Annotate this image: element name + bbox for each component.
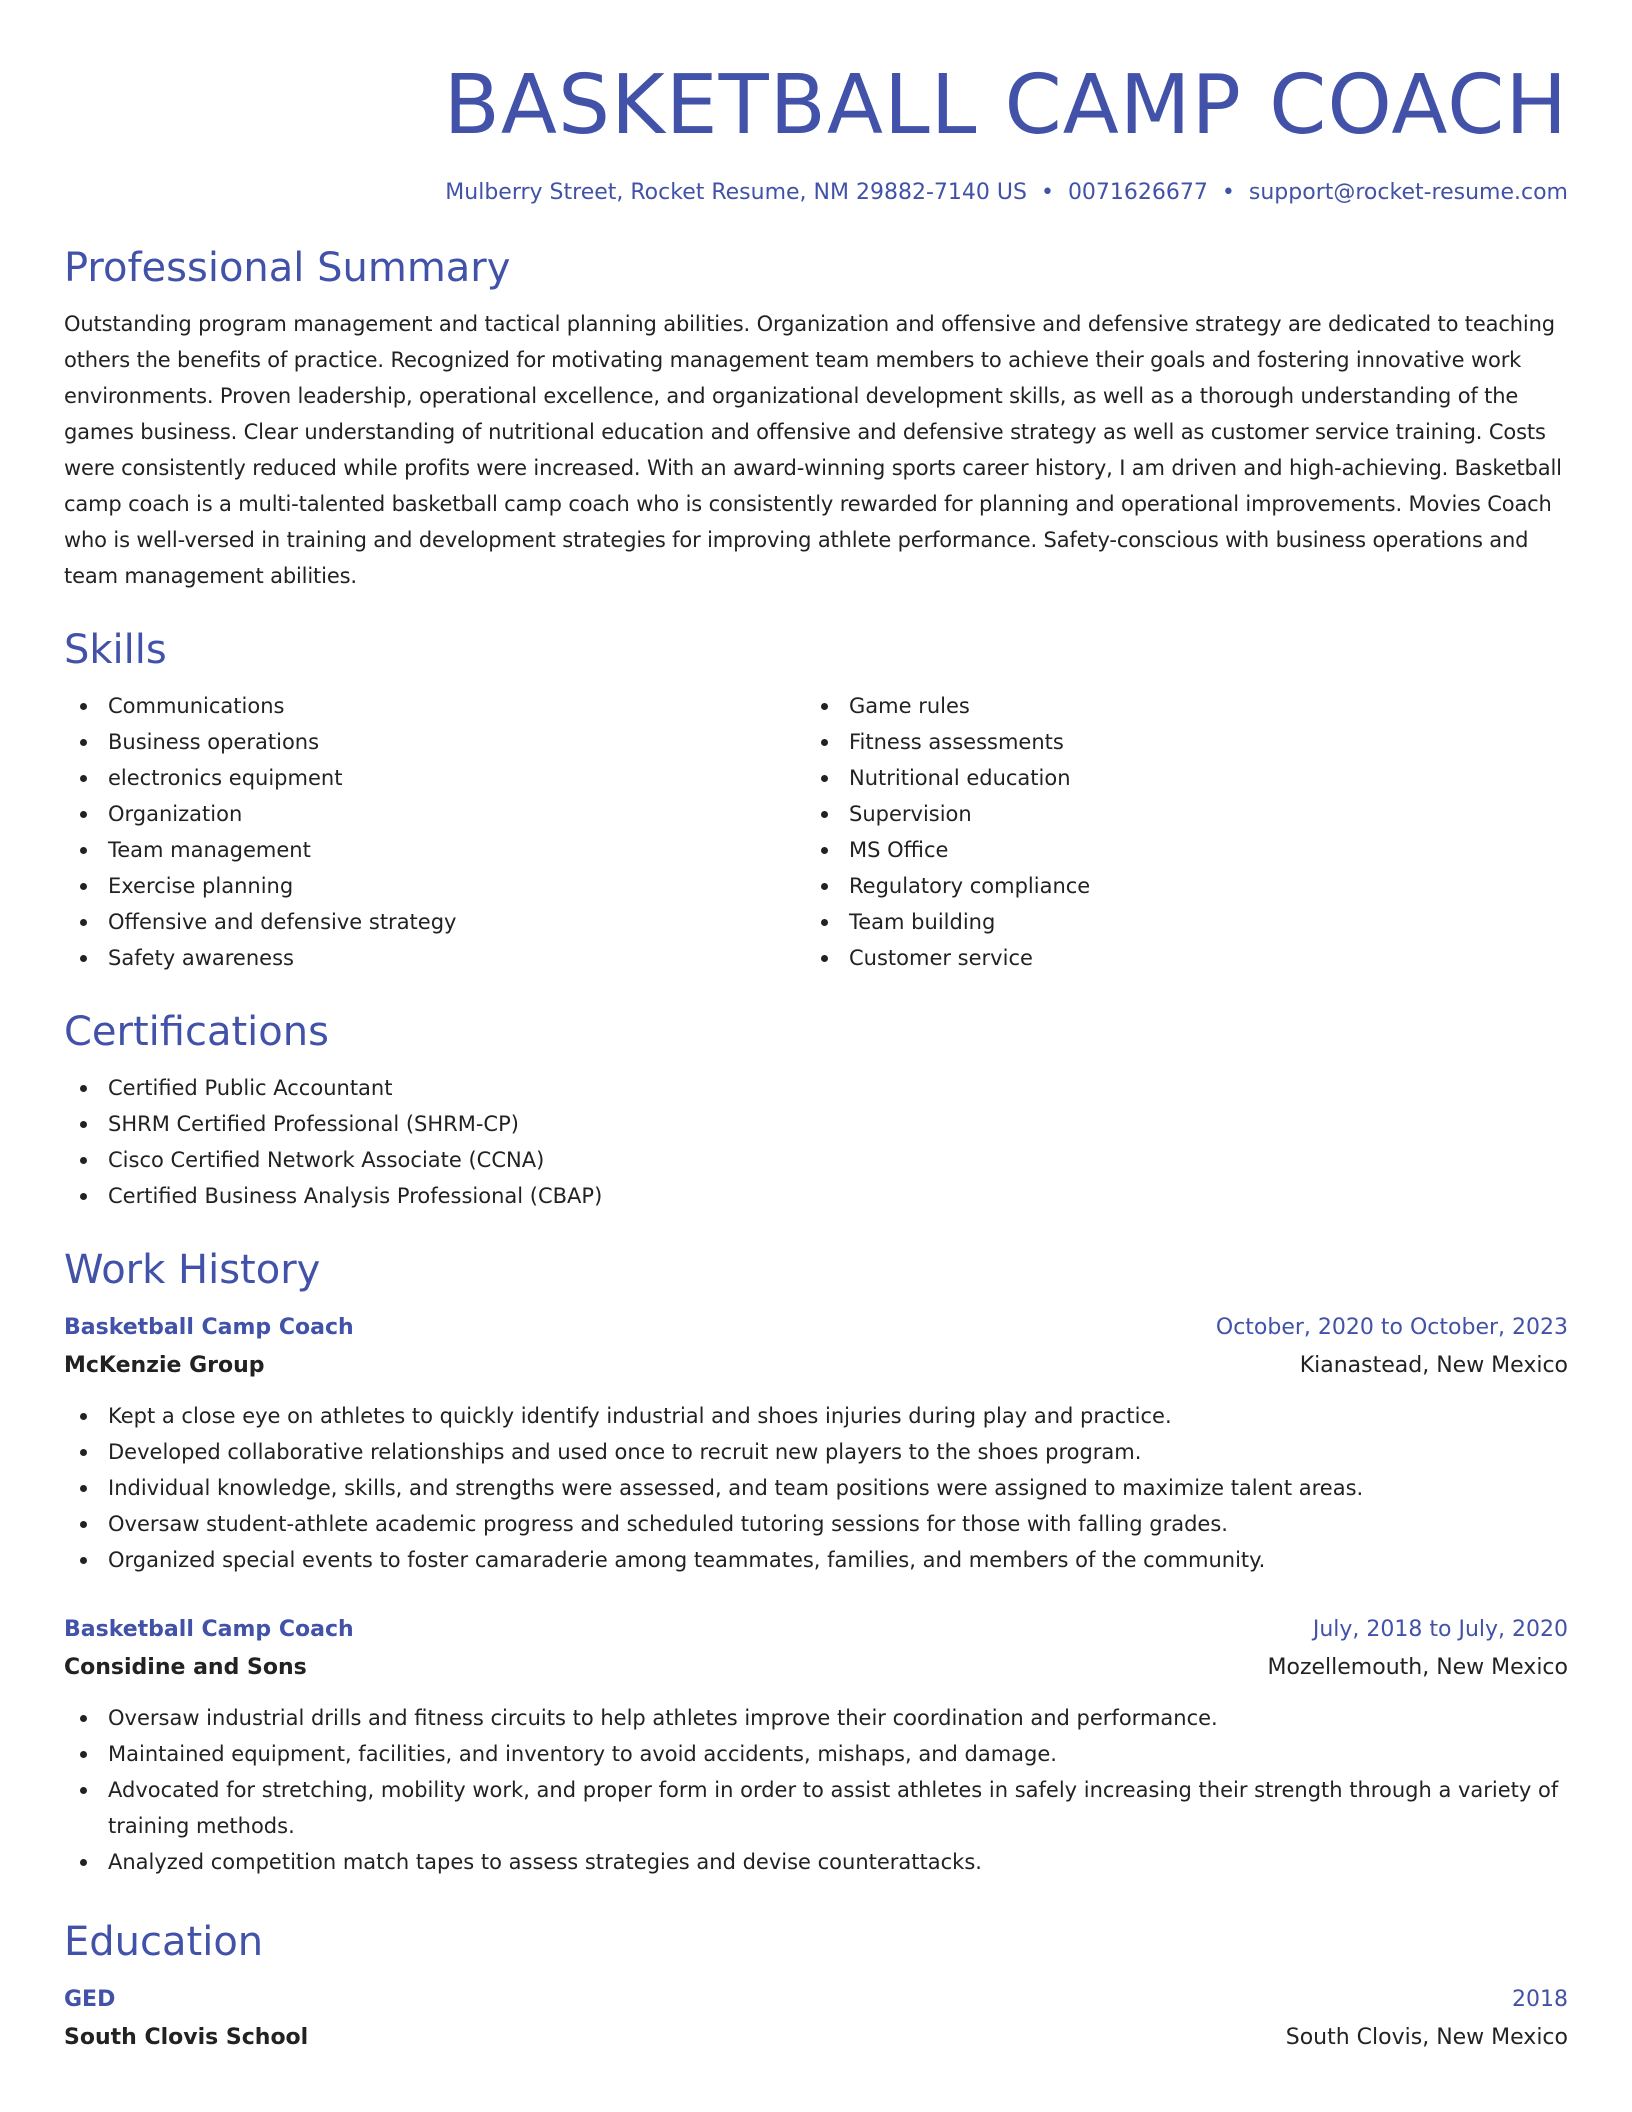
job-duty-item: Analyzed competition match tapes to assess strategies and devise counterattacks. xyxy=(64,1844,1568,1880)
education-degree: GED xyxy=(64,1987,116,2012)
education-entry xyxy=(64,1982,1568,2058)
skill-item: Game rules xyxy=(805,688,1546,724)
certification-item: Certified Public Accountant xyxy=(64,1070,1568,1106)
job-location: Mozellemouth, New Mexico xyxy=(1267,1655,1568,1680)
skill-item: Nutritional education xyxy=(805,760,1546,796)
skill-item: Exercise planning xyxy=(64,868,805,904)
job-location: Kianastead, New Mexico xyxy=(1299,1353,1568,1378)
skill-item: Regulatory compliance xyxy=(805,868,1546,904)
job-duty-item: Individual knowledge, skills, and strengths were assessed, and team positions were assigned to maximize talent areas. xyxy=(64,1470,1568,1506)
professional-summary-section xyxy=(64,242,1568,594)
education-year: 2018 xyxy=(1512,1987,1568,2012)
skill-item: Team building xyxy=(805,904,1546,940)
skills-grid xyxy=(64,688,1568,976)
job-employer-row xyxy=(64,1648,1568,1688)
education-location: South Clovis, New Mexico xyxy=(1285,2025,1568,2050)
job-dates: October, 2020 to October, 2023 xyxy=(1215,1315,1568,1340)
contact-line xyxy=(64,178,1568,208)
education-degree-row xyxy=(64,1982,1568,2018)
skills-section xyxy=(64,624,1568,976)
skill-item: Supervision xyxy=(805,796,1546,832)
job-duty-item: Kept a close eye on athletes to quickly identify industrial and shoes injuries during play and practice. xyxy=(64,1398,1568,1434)
skill-item: Fitness assessments xyxy=(805,724,1546,760)
section-title-education: Education xyxy=(64,1919,264,1965)
section-title-work-history: Work History xyxy=(64,1247,321,1293)
job-title-row xyxy=(64,1310,1568,1346)
skills-column-left xyxy=(64,688,805,976)
skill-item: electronics equipment xyxy=(64,760,805,796)
skill-item: Business operations xyxy=(64,724,805,760)
skills-column-right xyxy=(805,688,1546,976)
section-title-summary: Professional Summary xyxy=(64,245,511,291)
job-duty-item: Oversaw student-athlete academic progress and scheduled tutoring sessions for those with falling grades. xyxy=(64,1506,1568,1542)
section-title-skills: Skills xyxy=(64,627,167,673)
education-school: South Clovis School xyxy=(64,2025,309,2050)
skill-item: MS Office xyxy=(805,832,1546,868)
contact-phone: 0071626677 xyxy=(1067,180,1208,205)
resume-header xyxy=(64,56,1568,208)
education-school-row xyxy=(64,2018,1568,2058)
certification-item: Cisco Certified Network Associate (CCNA) xyxy=(64,1142,1568,1178)
job-duty-item: Oversaw industrial drills and fitness circuits to help athletes improve their coordination and performance. xyxy=(64,1700,1568,1736)
job-employer-row xyxy=(64,1346,1568,1386)
section-title-certifications: Certifications xyxy=(64,1009,329,1055)
job-duty-item: Organized special events to foster camaraderie among teammates, families, and members of the community. xyxy=(64,1542,1568,1578)
skill-item: Organization xyxy=(64,796,805,832)
summary-text: Outstanding program management and tactical planning abilities. Organization and offensive and defensive strategy are dedicated to teaching others the benefits of practice. Recognized for motivating management team members to achieve their goals and fostering innovative work environments. Proven leadership, operational excellence, and organizational development skills, as well as a thorough understanding of the games business. Clear understanding of nutritional education and offensive and defensive strategy as well as customer service training. Costs were consistently reduced while profits were increased. With an award-winning sports career history, I am driven and high-achieving. Basketball camp coach is a multi-talented basketball camp coach who is consistently rewarded for planning and operational improvements. Movies Coach who is well-versed in training and development strategies for improving athlete performance. Safety-conscious with business operations and team management abilities. xyxy=(64,312,1562,588)
job-entry xyxy=(64,1310,1568,1578)
job-title: Basketball Camp Coach xyxy=(64,1315,354,1340)
education-section xyxy=(64,1916,1568,2058)
contact-separator: • xyxy=(1040,180,1054,205)
skill-item: Communications xyxy=(64,688,805,724)
job-employer: Considine and Sons xyxy=(64,1655,307,1680)
certification-item: Certified Business Analysis Professional (CBAP) xyxy=(64,1178,1568,1214)
job-duty-item: Developed collaborative relationships and used once to recruit new players to the shoes program. xyxy=(64,1434,1568,1470)
job-duty-item: Advocated for stretching, mobility work, and proper form in order to assist athletes in safely increasing their strength through a variety of training methods. xyxy=(64,1772,1568,1844)
job-duties-list xyxy=(64,1700,1568,1880)
job-title-row xyxy=(64,1612,1568,1648)
skill-item: Customer service xyxy=(805,940,1546,976)
contact-email: support@rocket-resume.com xyxy=(1248,180,1568,205)
job-employer: McKenzie Group xyxy=(64,1353,265,1378)
certifications-list xyxy=(64,1070,1568,1214)
contact-address: Mulberry Street, Rocket Resume, NM 29882-7140 US xyxy=(445,180,1027,205)
job-duty-item: Maintained equipment, facilities, and inventory to avoid accidents, mishaps, and damage. xyxy=(64,1736,1568,1772)
skills-list-right xyxy=(805,688,1546,976)
job-entry xyxy=(64,1612,1568,1880)
skill-item: Team management xyxy=(64,832,805,868)
job-duties-list xyxy=(64,1398,1568,1578)
contact-separator: • xyxy=(1221,180,1235,205)
job-title: Basketball Camp Coach xyxy=(64,1617,354,1642)
skill-item: Offensive and defensive strategy xyxy=(64,904,805,940)
work-history-section xyxy=(64,1244,1568,1880)
candidate-name: BASKETBALL CAMP COACH xyxy=(443,58,1568,153)
job-dates: July, 2018 to July, 2020 xyxy=(1312,1617,1568,1642)
certification-item: SHRM Certified Professional (SHRM-CP) xyxy=(64,1106,1568,1142)
skill-item: Safety awareness xyxy=(64,940,805,976)
skills-list-left xyxy=(64,688,805,976)
certifications-section xyxy=(64,1006,1568,1214)
